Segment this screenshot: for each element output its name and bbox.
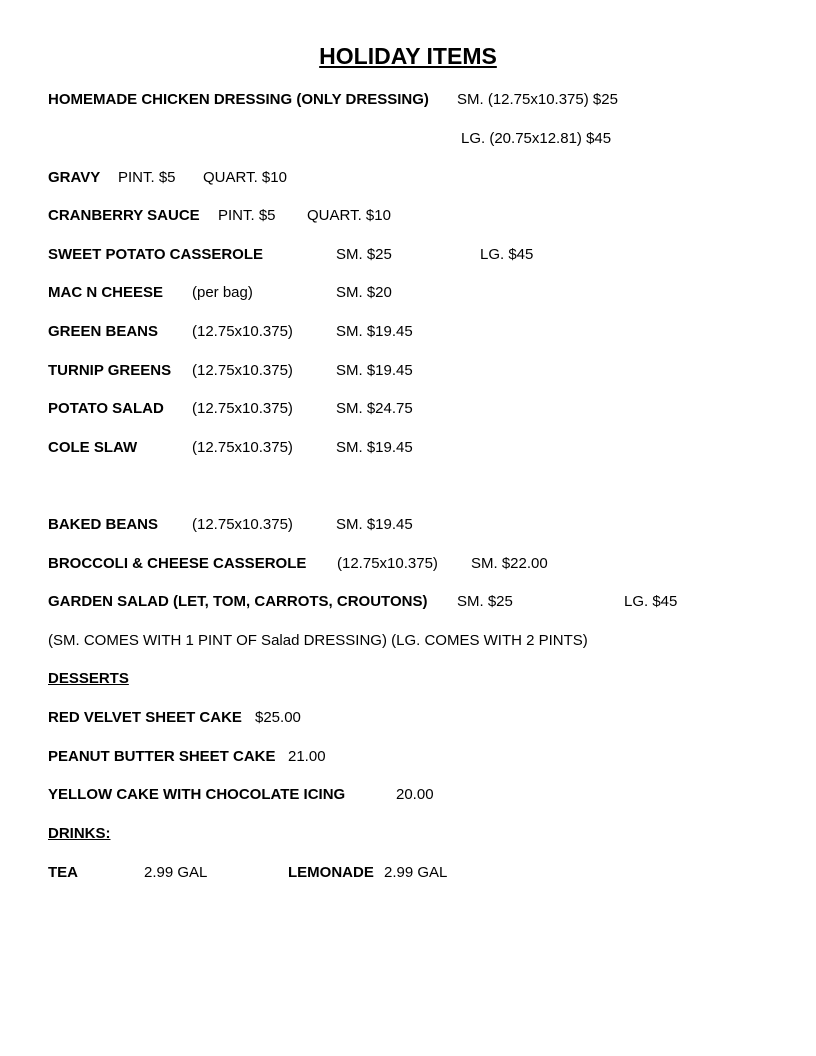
item-cole-slaw-sm-price: SM. $19.45: [336, 439, 413, 456]
item-baked-beans-size: (12.75x10.375): [192, 516, 293, 533]
item-gravy-name: GRAVY: [48, 169, 101, 186]
drink-lemonade-price: 2.99 GAL: [384, 864, 448, 881]
item-cranberry-pint-price: PINT. $5: [218, 207, 276, 224]
item-garden-salad-sm-price: SM. $25: [457, 593, 513, 610]
item-potato-salad-sm-price: SM. $24.75: [336, 400, 413, 417]
item-turnip-greens-size: (12.75x10.375): [192, 362, 293, 379]
drink-tea-name: TEA: [48, 864, 78, 881]
item-broccoli-sm-price: SM. $22.00: [471, 555, 548, 572]
page-title: HOLIDAY ITEMS: [319, 43, 497, 69]
item-potato-salad-name: POTATO SALAD: [48, 400, 164, 417]
item-cranberry-name: CRANBERRY SAUCE: [48, 207, 200, 224]
item-green-beans-name: GREEN BEANS: [48, 323, 159, 340]
item-mac-size: (per bag): [192, 284, 253, 301]
item-cranberry-quart-price: QUART. $10: [307, 207, 391, 224]
item-cole-slaw-name: COLE SLAW: [48, 439, 138, 456]
drinks-heading: DRINKS:: [48, 825, 111, 842]
item-turnip-greens-name: TURNIP GREENS: [48, 362, 172, 379]
dessert-peanut-butter-price: 21.00: [288, 748, 326, 765]
item-green-beans-sm-price: SM. $19.45: [336, 323, 413, 340]
item-sweet-potato-sm-price: SM. $25: [336, 246, 392, 263]
drink-tea-price: 2.99 GAL: [144, 864, 208, 881]
dessert-red-velvet-price: $25.00: [255, 709, 301, 726]
salad-dressing-note: (SM. COMES WITH 1 PINT OF Salad DRESSING) (LG. COMES WITH 2 PINTS): [48, 632, 588, 649]
item-chicken-dressing-sm-price: SM. (12.75x10.375) $25: [457, 91, 618, 108]
item-chicken-dressing-name: HOMEMADE CHICKEN DRESSING (ONLY DRESSING): [48, 91, 429, 108]
item-garden-salad-lg-price: LG. $45: [624, 593, 678, 610]
dessert-yellow-cake-name: YELLOW CAKE WITH CHOCOLATE ICING: [48, 786, 346, 803]
item-cole-slaw-size: (12.75x10.375): [192, 439, 293, 456]
item-baked-beans-name: BAKED BEANS: [48, 516, 159, 533]
item-sweet-potato-name: SWEET POTATO CASSEROLE: [48, 246, 264, 263]
item-sweet-potato-lg-price: LG. $45: [480, 246, 534, 263]
desserts-heading: DESSERTS: [48, 670, 129, 687]
dessert-yellow-cake-price: 20.00: [396, 786, 434, 803]
dessert-peanut-butter-name: PEANUT BUTTER SHEET CAKE: [48, 748, 276, 765]
item-green-beans-size: (12.75x10.375): [192, 323, 293, 340]
item-mac-name: MAC N CHEESE: [48, 284, 164, 301]
item-broccoli-size: (12.75x10.375): [337, 555, 438, 572]
item-chicken-dressing-lg-price: LG. (20.75x12.81) $45: [461, 130, 612, 147]
drink-lemonade-name: LEMONADE: [288, 864, 374, 881]
item-mac-sm-price: SM. $20: [336, 284, 392, 301]
item-turnip-greens-sm-price: SM. $19.45: [336, 362, 413, 379]
item-gravy-quart-price: QUART. $10: [203, 169, 287, 186]
item-garden-salad-name: GARDEN SALAD (LET, TOM, CARROTS, CROUTONS): [48, 593, 428, 610]
item-broccoli-name: BROCCOLI & CHEESE CASSEROLE: [48, 555, 307, 572]
item-gravy-pint-price: PINT. $5: [118, 169, 176, 186]
dessert-red-velvet-name: RED VELVET SHEET CAKE: [48, 709, 242, 726]
item-baked-beans-sm-price: SM. $19.45: [336, 516, 413, 533]
item-potato-salad-size: (12.75x10.375): [192, 400, 293, 417]
